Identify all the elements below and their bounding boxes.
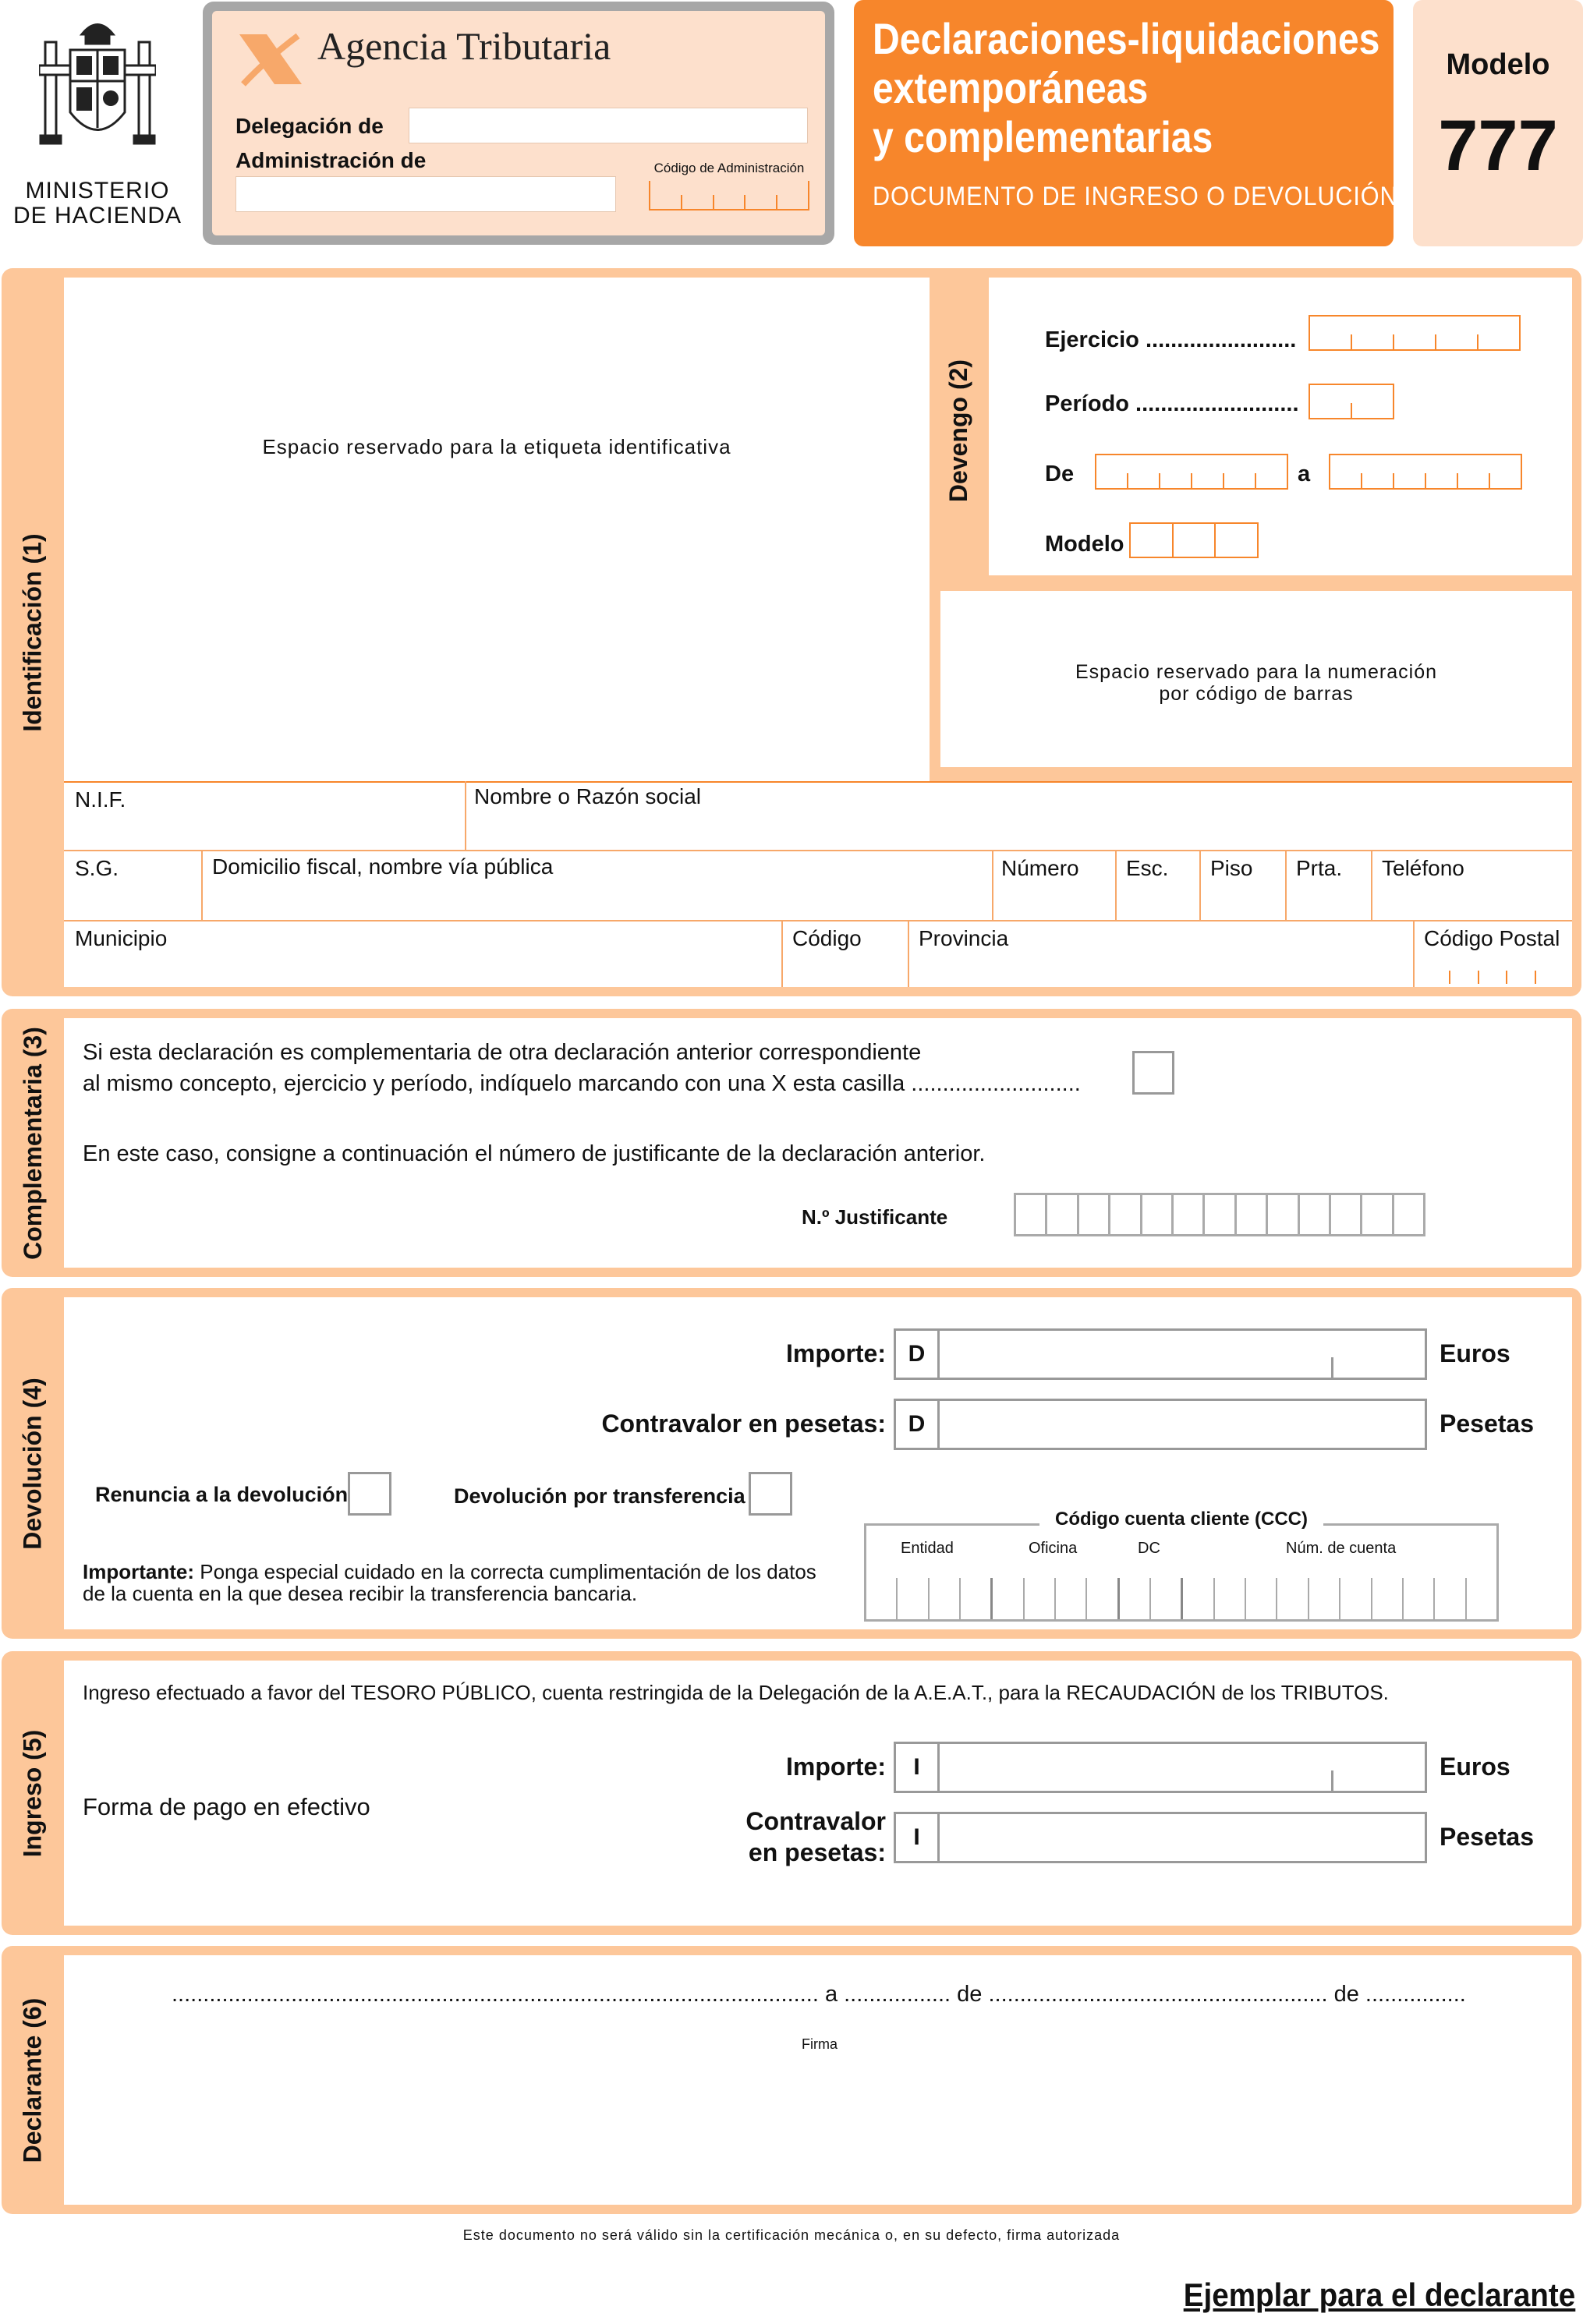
ministry-line-2: DE HACIENDA (12, 203, 182, 228)
title-box (854, 0, 1398, 246)
codigo-admin-field[interactable] (649, 181, 809, 210)
devolucion-euros-label: Euros (1440, 1339, 1510, 1367)
devengo-block (930, 278, 1572, 781)
ejercicio-field[interactable] (1309, 315, 1521, 351)
telefono-label: Teléfono (1382, 856, 1464, 880)
fecha-desde-field[interactable] (1095, 454, 1288, 490)
nombre-label: Nombre o Razón social (474, 784, 702, 808)
devolucion-importe-label: Importe: (786, 1339, 886, 1367)
declarante-label: Declarante (6) (18, 1997, 47, 2163)
renuncia-checkbox[interactable] (348, 1472, 391, 1516)
ministry-logo (8, 11, 187, 237)
ministry-name (8, 179, 187, 228)
devolucion-pesetas-prefix: D (896, 1401, 940, 1448)
modelo-field[interactable] (1129, 522, 1259, 558)
transferencia-label: Devolución por transferencia (454, 1484, 745, 1508)
modelo-field-label: Modelo (1045, 532, 1124, 557)
devolucion-importe-field[interactable] (894, 1328, 1427, 1380)
codigo-postal-field[interactable] (1422, 954, 1563, 984)
devolucion-pesetas-label: Pesetas (1440, 1410, 1534, 1438)
ccc-oficina-label: Oficina (1029, 1540, 1078, 1557)
modelo-number: 777 (1438, 106, 1558, 186)
complementaria-instruction: En este caso, consigne a continuación el número de justificante de la declaración anterior. (83, 1141, 986, 1166)
section-devolucion (2, 1288, 1581, 1639)
administracion-label: Administración de (236, 148, 427, 172)
transferencia-checkbox[interactable] (749, 1472, 792, 1516)
ingreso-contravalor-label: Contravalor en pesetas: (745, 1807, 886, 1866)
agency-logo-icon (236, 28, 306, 90)
periodo-label: Período .......................... (1045, 391, 1299, 416)
title-line-2: extemporáneas (873, 63, 1149, 112)
modelo-box (1413, 0, 1583, 246)
date-line: ....................................................................................................... a ................. de ...................................................... de ................ (172, 1982, 1466, 2007)
section-complementaria (2, 1009, 1581, 1277)
section-ingreso (2, 1651, 1581, 1935)
ejercicio-label: Ejercicio ........................ (1045, 327, 1297, 352)
ingreso-importe-prefix: I (896, 1744, 940, 1791)
municipio-label: Municipio (75, 926, 168, 950)
importante-note: Importante: Ponga especial cuidado en la correcta cumplimentación de los datos de la cuenta en la que desea recibir la transferencia bancaria. (83, 1560, 816, 1605)
ccc-field[interactable] (864, 1509, 1499, 1622)
numero-label: Número (1001, 856, 1079, 880)
fecha-hasta-field[interactable] (1329, 454, 1522, 490)
ingreso-intro: Ingreso efectuado a favor del TESORO PÚBLICO, cuenta restringida de la Delegación de la A.E.A.T., para la RECAUDACIÓN de los TRIBUTOS. (83, 1681, 1389, 1704)
prta-label: Prta. (1296, 856, 1343, 880)
codigo-postal-label: Código Postal (1424, 926, 1560, 950)
document-subtitle: DOCUMENTO DE INGRESO O DEVOLUCIÓN (873, 182, 1398, 211)
title-line-3: y complementarias (873, 112, 1213, 161)
footer-note: Este documento no será válido sin la certificación mecánica o, en su defecto, firma autorizada (462, 2227, 1121, 2243)
de-label: De (1045, 462, 1075, 486)
section-declarante (2, 1946, 1581, 2214)
piso-label: Piso (1210, 856, 1253, 880)
identificacion-label: Identificación (1) (18, 532, 47, 732)
ingreso-label: Ingreso (5) (18, 1729, 47, 1857)
complementaria-label: Complementaria (3) (18, 1026, 47, 1260)
modelo-label: Modelo (1446, 48, 1550, 81)
ingreso-importe-field[interactable] (894, 1742, 1427, 1793)
address-rows (64, 781, 1572, 987)
periodo-field[interactable] (1309, 384, 1394, 419)
ingreso-pesetas-label: Pesetas (1440, 1823, 1534, 1851)
ccc-title: Código cuenta cliente (CCC) (866, 1509, 1496, 1530)
a-label: a (1298, 462, 1311, 486)
domicilio-label: Domicilio fiscal, nombre vía pública (212, 854, 554, 879)
nif-label: N.I.F. (75, 787, 126, 812)
provincia-label: Provincia (919, 926, 1009, 950)
esc-label: Esc. (1126, 856, 1169, 880)
complementaria-checkbox[interactable] (1132, 1051, 1174, 1095)
devolucion-importe-prefix: D (896, 1331, 940, 1378)
ingreso-pesetas-prefix: I (896, 1814, 940, 1861)
ingreso-pesetas-field[interactable] (894, 1812, 1427, 1863)
ingreso-importe-label: Importe: (786, 1753, 886, 1781)
barcode-area (940, 591, 1572, 767)
ingreso-euros-label: Euros (1440, 1753, 1510, 1781)
complementaria-text: Si esta declaración es complementaria de otra declaración anterior correspondiente al mismo concepto, ejercicio y período, indíquelo marcando con una X esta casilla ........................... (83, 1040, 1081, 1096)
devengo-fields (989, 278, 1572, 575)
administracion-field[interactable] (236, 176, 616, 212)
justificante-field[interactable] (1014, 1193, 1425, 1236)
renuncia-label: Renuncia a la devolución (95, 1483, 349, 1506)
justificante-label: N.º Justificante (802, 1205, 948, 1229)
copy-label: Ejemplar para el declarante (1183, 2276, 1575, 2313)
delegacion-label: Delegación de (236, 114, 384, 138)
devolucion-label: Devolución (4) (18, 1377, 47, 1550)
sg-label: S.G. (75, 856, 119, 880)
coat-of-arms-icon (39, 11, 156, 159)
etiqueta-area (64, 278, 930, 781)
etiqueta-text: Espacio reservado para la etiqueta identificativa (262, 435, 731, 458)
agency-box (203, 2, 834, 245)
codigo-admin-label: Código de Administración (653, 161, 805, 175)
title-line-1: Declaraciones-liquidaciones (873, 14, 1380, 63)
forma-pago-label: Forma de pago en efectivo (83, 1793, 370, 1820)
ccc-cuenta-label: Núm. de cuenta (1286, 1540, 1397, 1557)
devolucion-pesetas-field[interactable] (894, 1399, 1427, 1450)
section-identificacion (2, 268, 1581, 996)
ccc-entidad-label: Entidad (901, 1540, 954, 1557)
devolucion-contravalor-label: Contravalor en pesetas: (601, 1410, 886, 1438)
ccc-dc-label: DC (1138, 1540, 1160, 1557)
agency-name: Agencia Tributaria (317, 24, 611, 68)
codigo-municipio-label: Código (792, 926, 862, 950)
devengo-label: Devengo (2) (944, 359, 973, 502)
ministry-line-1: MINISTERIO (25, 178, 170, 203)
delegacion-field[interactable] (409, 108, 808, 143)
firma-label: Firma (802, 2036, 838, 2052)
barcode-text: Espacio reservado para la numeración por código de barras (1075, 661, 1437, 705)
